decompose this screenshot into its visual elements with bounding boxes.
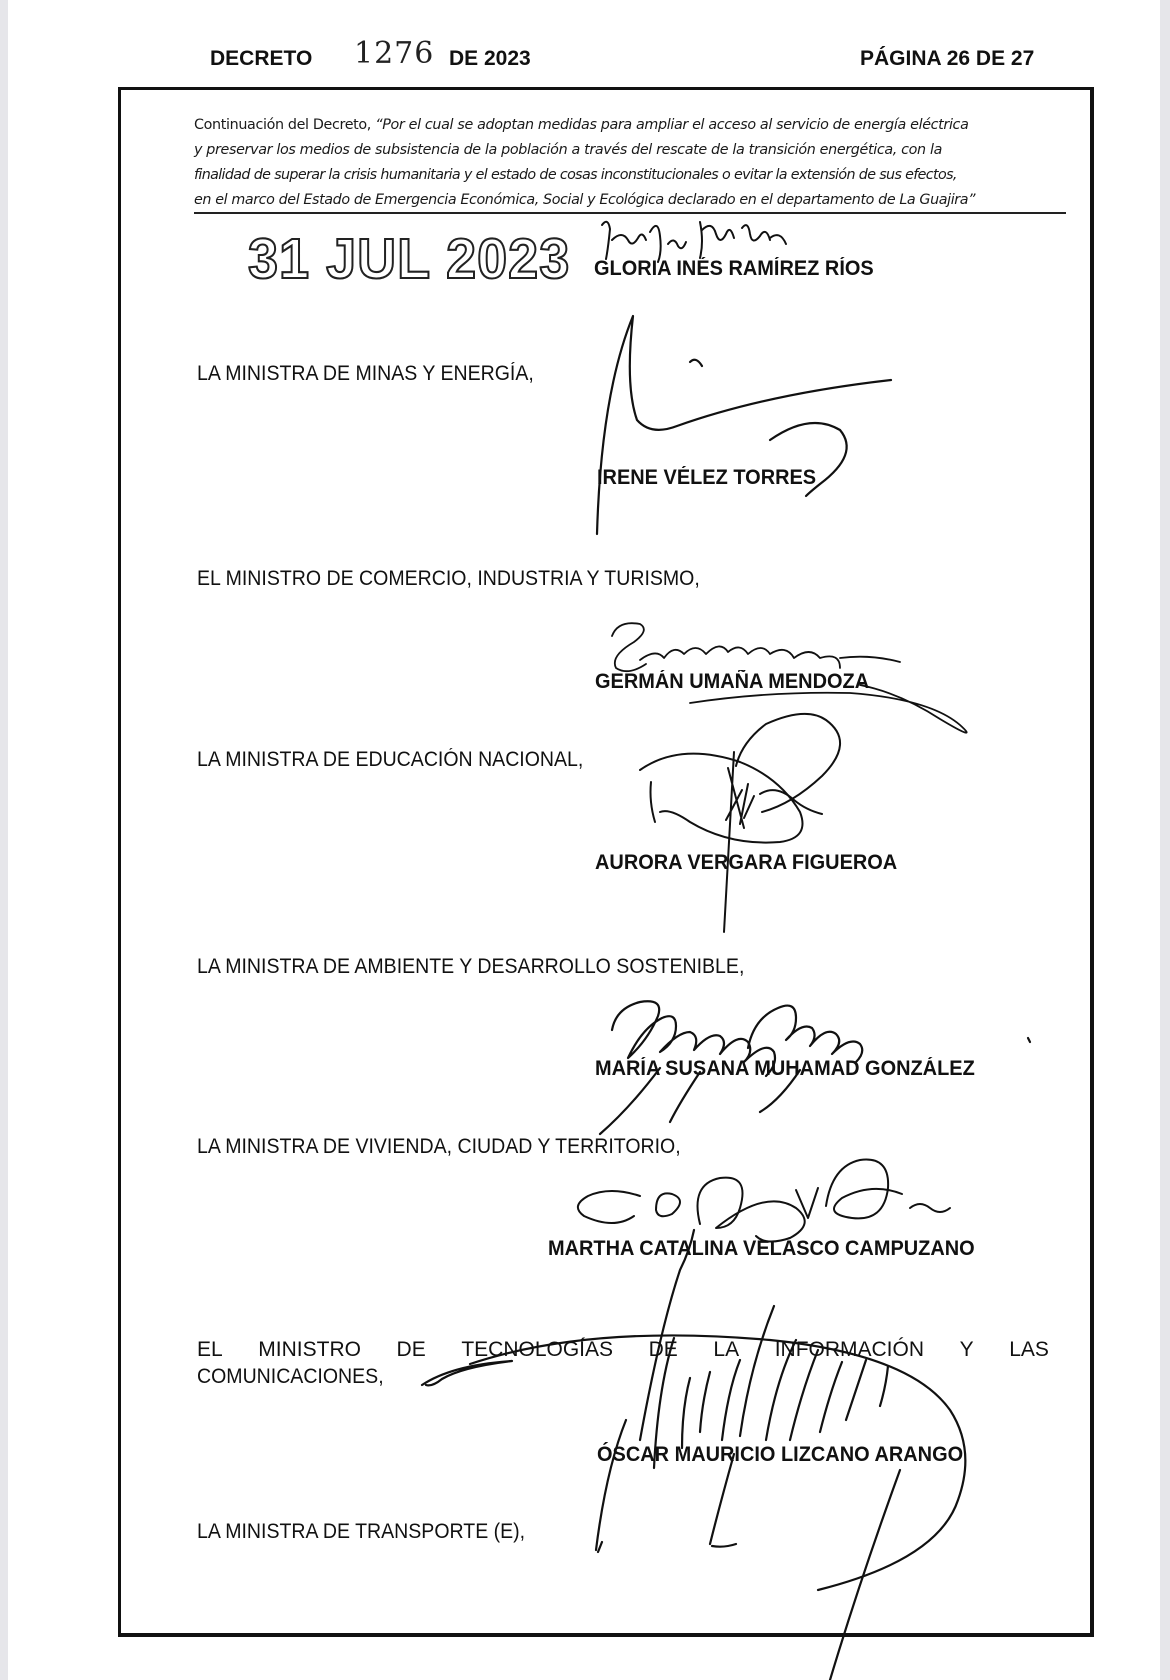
signatory-role-4: LA MINISTRA DE EDUCACIÓN NACIONAL, <box>197 748 584 771</box>
signatory-role-7 <box>197 1338 1049 1362</box>
role-word: LAS <box>1009 1338 1049 1361</box>
preamble-line-3 <box>194 167 957 183</box>
signatory-name-2: IRENE VÉLEZ TORRES <box>597 466 817 489</box>
viewer-left-margin <box>0 0 8 1680</box>
signatory-name-6: MARTHA CATALINA VELÁSCO CAMPUZANO <box>548 1237 975 1260</box>
preamble-title-4: en el marco del Estado de Emergencia Económica, Social y Ecológica declarado en el departamento de La Guajira” <box>194 192 976 208</box>
preamble-line-4 <box>194 192 975 208</box>
signatory-name-5: MARÍA SUSANA MUHAMAD GONZÁLEZ <box>595 1057 975 1080</box>
signatory-role-2: LA MINISTRA DE MINAS Y ENERGÍA, <box>197 362 534 385</box>
role-word: TECNOLOGÍAS <box>461 1338 614 1361</box>
role-word: EL <box>197 1338 223 1361</box>
preamble-line-2 <box>194 142 942 158</box>
signatory-role-7-line2: COMUNICACIONES, <box>197 1365 384 1388</box>
role-word: Y <box>959 1338 974 1361</box>
signatory-name-4: AURORA VERGARA FIGUEROA <box>595 851 898 874</box>
signatory-name-7: ÓSCAR MAURICIO LIZCANO ARANGO <box>597 1443 964 1466</box>
role-word: DE <box>396 1338 426 1361</box>
role-word: DE <box>648 1338 678 1361</box>
signatory-role-6: LA MINISTRA DE VIVIENDA, CIUDAD Y TERRITORIO, <box>197 1135 681 1158</box>
signatory-role-5: LA MINISTRA DE AMBIENTE Y DESARROLLO SOSTENIBLE, <box>197 955 745 978</box>
role-word: MINISTRO <box>258 1338 361 1361</box>
preamble-title-3: finalidad de superar la crisis humanitaria y el estado de cosas inconstitucionales o evitar la extensión de sus efectos, <box>194 167 957 183</box>
role-word: LA <box>713 1338 740 1361</box>
decree-year: DE 2023 <box>449 47 531 70</box>
date-stamp: 31 JUL 2023 <box>248 227 571 291</box>
document-page <box>8 0 1160 1680</box>
preamble-title-2: y preservar los medios de subsistencia de la población a través del rescate de la transición energética, con la <box>194 142 942 158</box>
signatory-name-3: GERMÁN UMAÑA MENDOZA <box>595 670 870 693</box>
role-word: INFORMACIÓN <box>774 1338 925 1361</box>
page-number: PÁGINA 26 DE 27 <box>860 47 1035 70</box>
decree-number: 1276 <box>354 36 435 71</box>
preamble-line-1 <box>194 117 968 133</box>
preamble-title-1: “Por el cual se adoptan medidas para ampliar el acceso al servicio de energía eléctrica <box>375 117 969 133</box>
signatory-role-3: EL MINISTRO DE COMERCIO, INDUSTRIA Y TURISMO, <box>197 567 700 590</box>
signatory-role-8: LA MINISTRA DE TRANSPORTE (E), <box>197 1520 526 1543</box>
preamble-divider <box>194 212 1066 214</box>
viewer-scrollbar[interactable] <box>1159 0 1170 1680</box>
signatory-name-1: GLORIA INÉS RAMÍREZ RÍOS <box>594 257 874 280</box>
preamble-lead: Continuación del Decreto, <box>194 117 376 133</box>
decree-label: DECRETO <box>210 47 313 70</box>
